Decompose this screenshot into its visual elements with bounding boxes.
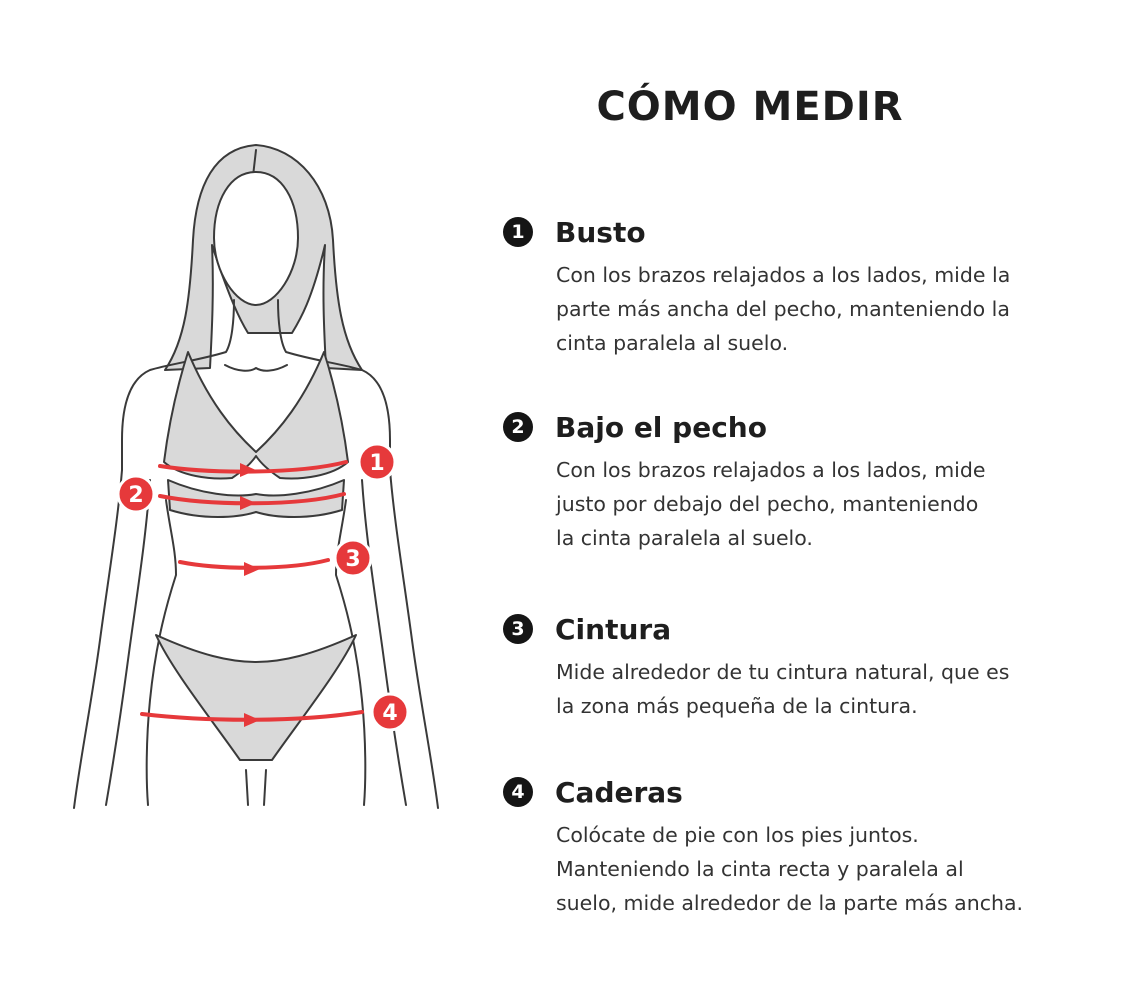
marker-1 [359, 444, 395, 480]
step-title: Bajo el pecho [555, 410, 767, 444]
step-hips [503, 772, 1103, 920]
desc-line: Mide alrededor de tu cintura natural, que es [556, 660, 1010, 684]
bra [164, 352, 348, 478]
marker-2 [118, 476, 154, 512]
desc-line: cinta paralela al suelo. [556, 331, 789, 355]
step-number-badge: 4 [503, 777, 533, 807]
desc-line: Con los brazos relajados a los lados, mide [556, 458, 986, 482]
desc-line: Con los brazos relajados a los lados, mide la [556, 263, 1011, 287]
page-title: CÓMO MEDIR [596, 84, 904, 130]
desc-line: parte más ancha del pecho, manteniendo la [556, 297, 1010, 321]
desc-line: Colócate de pie con los pies juntos. [556, 823, 919, 847]
step-waist [503, 609, 1103, 723]
desc-line: Manteniendo la cinta recta y paralela al [556, 857, 964, 881]
step-description [556, 655, 1096, 723]
step-description [556, 818, 1096, 920]
step-title: Busto [555, 215, 646, 249]
briefs [156, 635, 356, 760]
step-bust [503, 212, 1103, 360]
step-underbust [503, 407, 1103, 555]
step-number-badge: 1 [503, 217, 533, 247]
marker-4-label: 4 [382, 701, 398, 726]
desc-line: la cinta paralela al suelo. [556, 526, 813, 550]
step-number-badge: 2 [503, 412, 533, 442]
marker-2-label: 2 [128, 483, 144, 508]
step-number-badge: 3 [503, 614, 533, 644]
step-description [556, 258, 1096, 360]
marker-3 [335, 540, 371, 576]
desc-line: la zona más pequeña de la cintura. [556, 694, 918, 718]
marker-4 [372, 694, 408, 730]
desc-line: justo por debajo del pecho, manteniendo [556, 492, 979, 516]
desc-line: suelo, mide alrededor de la parte más ancha. [556, 891, 1024, 915]
step-description [556, 453, 1096, 555]
marker-1-label: 1 [369, 451, 385, 476]
step-title: Cintura [555, 612, 672, 646]
marker-3-label: 3 [345, 547, 361, 572]
step-title: Caderas [555, 775, 683, 809]
